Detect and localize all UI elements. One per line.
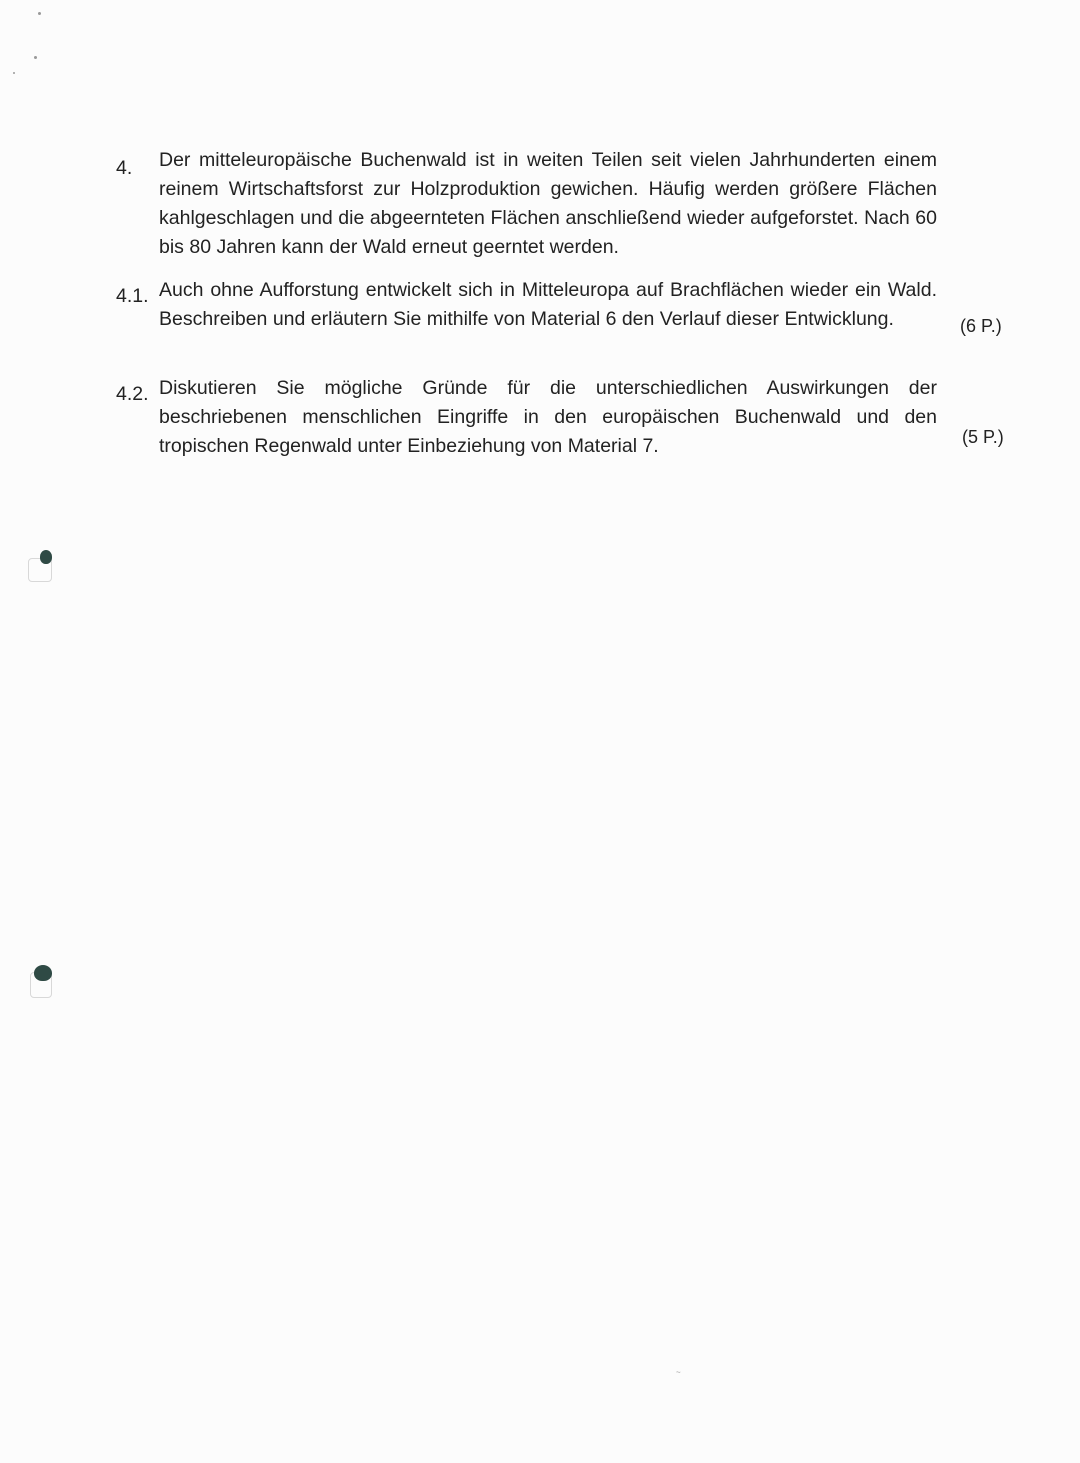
task-4-2-text: Diskutieren Sie mögliche Gründe für die unterschiedlichen Auswirkungen der beschriebenen menschlichen Eingriffe in den europäischen Buchenwald und den tropischen Regenwald unter Einbeziehung von Material 7. (159, 377, 937, 457)
task-4-2-number: 4.2. (116, 383, 149, 405)
footer-mark: ~ (676, 1368, 681, 1377)
task-4-1-points: (6 P.) (960, 316, 1002, 336)
task-4-1-number: 4.1. (116, 285, 149, 307)
scan-speck (13, 72, 15, 74)
punch-hole-mark (40, 550, 52, 564)
task-4-1-text: Auch ohne Aufforstung entwickelt sich in Mitteleuropa auf Brachflächen wieder ein Wald. Beschreiben und erläutern Sie mithilfe von Material 6 den Verlauf dieser Entwicklung. (159, 279, 937, 330)
task-4-number: 4. (116, 157, 133, 179)
scan-speck (34, 56, 37, 59)
scan-speck (38, 12, 41, 15)
task-4-text: Der mitteleuropäische Buchenwald ist in weiten Teilen seit vielen Jahrhunderten einem reinem Wirtschaftsforst zur Holzproduktion gewichen. Häufig werden größere Flächen kahlgeschlagen und die abgeernteten Flächen anschließend wieder aufgeforstet. Nach 60 bis 80 Jahren kann der Wald erneut geerntet werden. (159, 149, 937, 258)
task-4-2-points: (5 P.) (962, 427, 1004, 447)
punch-hole-mark (34, 965, 52, 981)
